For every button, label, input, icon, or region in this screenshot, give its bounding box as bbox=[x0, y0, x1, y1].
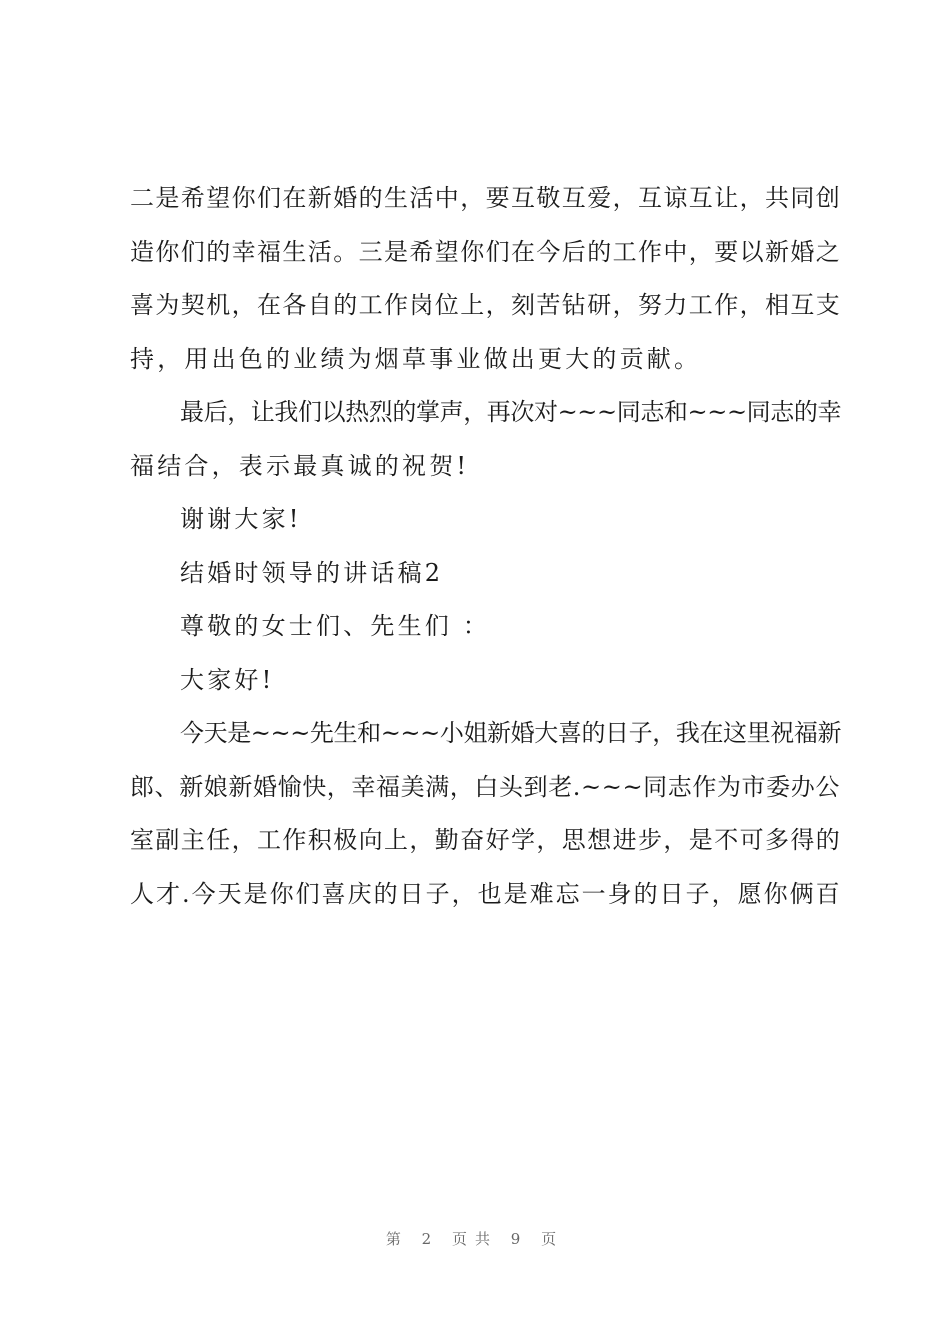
text-line: 人才.今天是你们喜庆的日子，也是难忘一身的日子，愿你俩百 bbox=[130, 879, 842, 908]
paragraph-3 bbox=[130, 707, 842, 921]
text-line: 最后，让我们以热烈的掌声，再次对~~~同志和~~~同志的幸 bbox=[180, 398, 842, 426]
paragraph-1 bbox=[130, 172, 842, 386]
text-line: 谢谢大家! bbox=[180, 505, 302, 533]
text-line: 大家好! bbox=[180, 665, 275, 694]
text-line: 喜为契机，在各自的工作岗位上，刻苦钻研，努力工作，相互支 bbox=[130, 291, 842, 319]
text-line: 造你们的幸福生活。三是希望你们在今后的工作中，要以新婚之 bbox=[130, 237, 842, 266]
text-line: 结婚时领导的讲话稿2 bbox=[180, 558, 444, 587]
page-number-footer: 第 2 页共 9 页 bbox=[385, 1230, 565, 1248]
text-line: 持，用出色的业绩为烟草事业做出更大的贡献。 bbox=[130, 344, 702, 373]
text-line: 福结合，表示最真诚的祝贺! bbox=[130, 451, 470, 480]
text-line: 二是希望你们在新婚的生活中，要互敬互爱，互谅互让，共同创 bbox=[130, 184, 842, 212]
paragraph-2 bbox=[130, 386, 842, 493]
text-line: 今天是~~~先生和~~~小姐新婚大喜的日子，我在这里祝福新 bbox=[180, 719, 842, 747]
paragraph-thanks bbox=[130, 493, 842, 547]
greeting bbox=[130, 654, 842, 708]
salutation bbox=[130, 600, 842, 654]
text-line: 室副主任，工作积极向上，勤奋好学，思想进步，是不可多得的 bbox=[130, 826, 842, 854]
text-line: 郎、新娘新婚愉快，幸福美满，白头到老.~~~同志作为市委办公 bbox=[130, 772, 840, 801]
section-title bbox=[130, 547, 842, 601]
text-line: 尊敬的女士们、先生们 ： bbox=[180, 612, 491, 640]
document-body bbox=[130, 172, 842, 921]
